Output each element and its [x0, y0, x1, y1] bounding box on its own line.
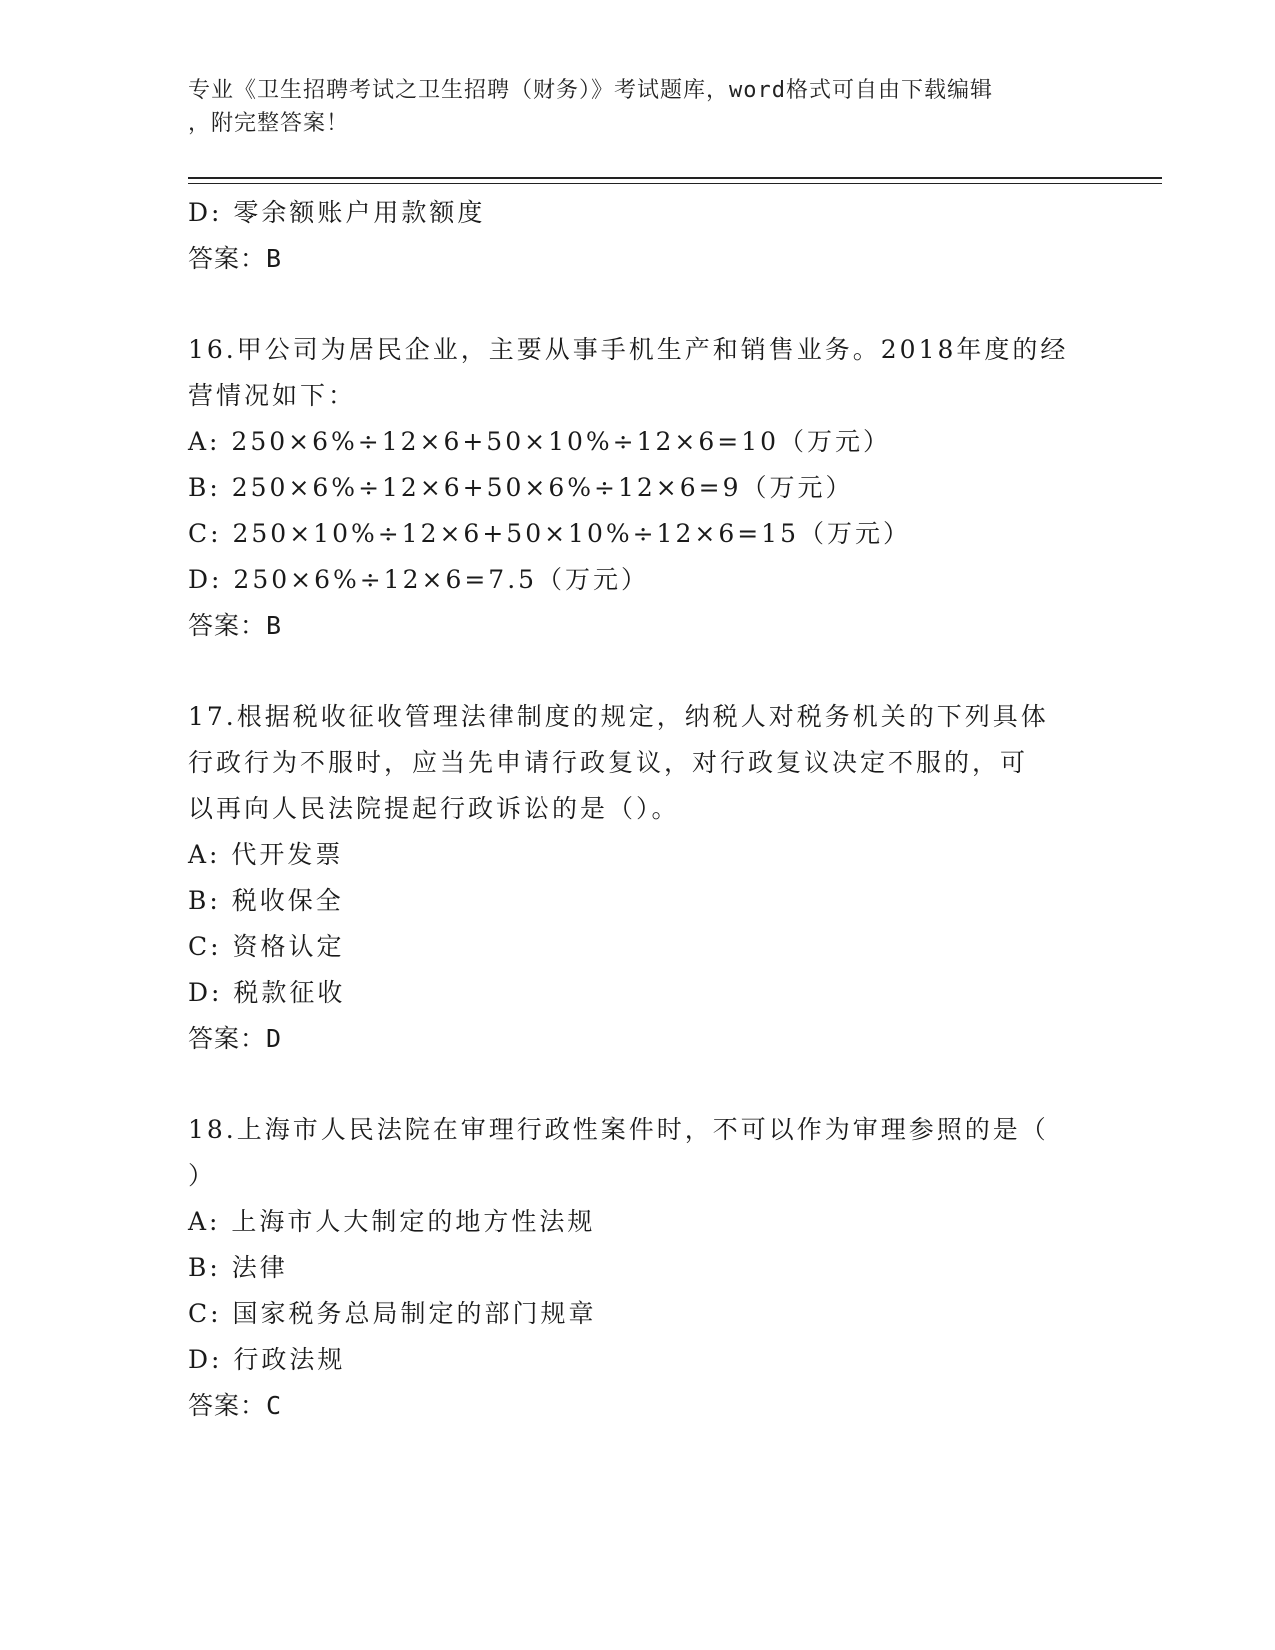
header-divider-thin: [188, 183, 1162, 184]
option-b: B: 法律: [188, 1253, 288, 1282]
question-stem: 以再向人民法院提起行政诉讼的是（）。: [188, 794, 680, 823]
question-stem: 行政行为不服时，应当先申请行政复议，对行政复议决定不服的，可: [188, 748, 1029, 777]
option-c: C: 250×10%÷12×6+50×10%÷12×6=15（万元）: [188, 519, 911, 548]
answer-line: 答案：B: [188, 611, 283, 640]
question-block-16: [188, 327, 1088, 649]
option-d: D: 行政法规: [188, 1345, 346, 1374]
option-d: D: 250×6%÷12×6=7.5（万元）: [188, 565, 650, 594]
question-block-18: [188, 1107, 1088, 1429]
option-a: A: 代开发票: [188, 840, 344, 869]
option-d: D: 零余额账户用款额度: [188, 198, 486, 227]
header-divider-thick: [188, 177, 1162, 179]
document-header: [188, 74, 1088, 140]
option-c: C: 国家税务总局制定的部门规章: [188, 1299, 597, 1328]
question-stem: 17.根据税收征收管理法律制度的规定，纳税人对税务机关的下列具体: [188, 702, 1049, 731]
header-line-1: 专业《卫生招聘考试之卫生招聘（财务）》考试题库，word格式可自由下载编辑: [188, 78, 993, 103]
spacer: [188, 649, 1088, 694]
question-stem: ）: [188, 1161, 217, 1190]
spacer: [188, 1062, 1088, 1107]
option-c: C: 资格认定: [188, 932, 345, 961]
answer-line: 答案：B: [188, 244, 283, 273]
question-stem: 16.甲公司为居民企业，主要从事手机生产和销售业务。2018年度的经: [188, 335, 1069, 364]
question-block-17: [188, 694, 1088, 1062]
question-block-prev: [188, 190, 1088, 282]
option-a: A: 250×6%÷12×6+50×10%÷12×6=10（万元）: [188, 427, 892, 456]
option-b: B: 税收保全: [188, 886, 344, 915]
header-line-2: ，附完整答案！: [188, 111, 350, 136]
spacer: [188, 282, 1088, 327]
answer-line: 答案：D: [188, 1024, 283, 1053]
option-a: A: 上海市人大制定的地方性法规: [188, 1207, 596, 1236]
option-b: B: 250×6%÷12×6+50×6%÷12×6=9（万元）: [188, 473, 854, 502]
option-d: D: 税款征收: [188, 978, 346, 1007]
document-body: [188, 190, 1088, 1429]
answer-line: 答案：C: [188, 1391, 283, 1420]
question-stem: 营情况如下：: [188, 381, 357, 410]
question-stem: 18.上海市人民法院在审理行政性案件时，不可以作为审理参照的是（: [188, 1115, 1049, 1144]
